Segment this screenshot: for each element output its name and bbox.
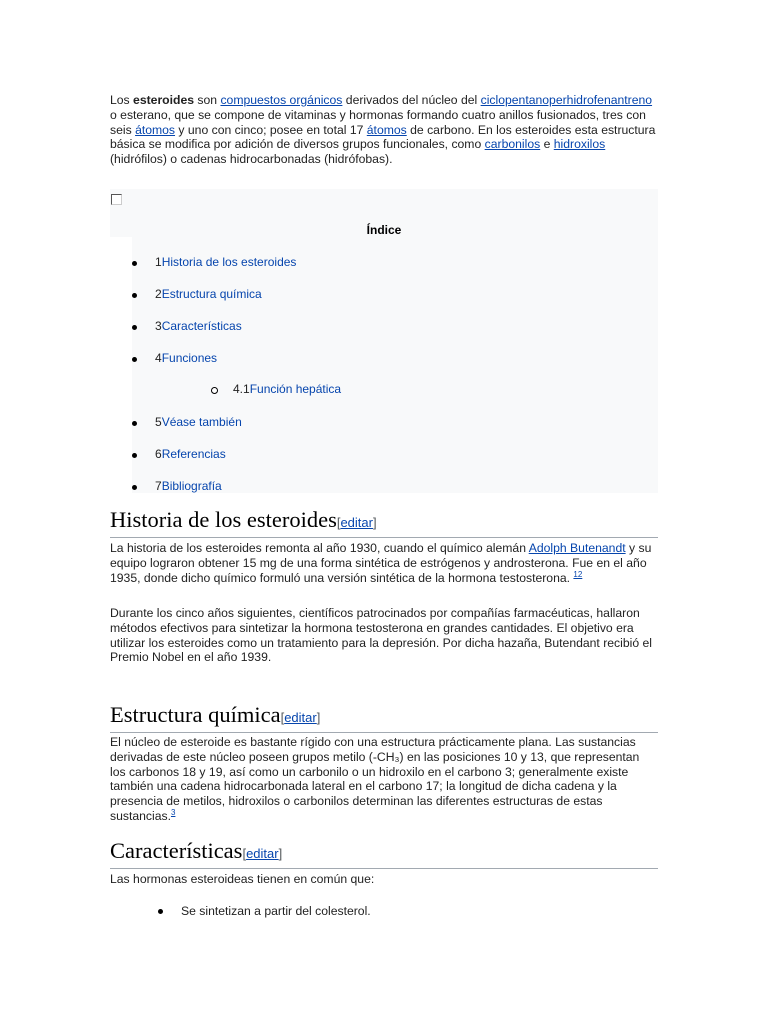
toc-item-label[interactable]: Historia de los esteroides: [161, 255, 297, 269]
bullet-icon: [132, 421, 137, 426]
toc-item-number: 3: [155, 319, 162, 333]
intro-text: derivados del núcleo del: [342, 93, 481, 107]
paragraph-text: y su equipo lograron obtener 15 mg de una forma sintética de estrógenos y androsterona. Fue en el año 1935, donde dicho químico formuló una versión sintética de la hormona testosterona.: [110, 541, 652, 585]
intro-text: o esterano, que se compone de vitaminas y hormonas formando cuatro anillos fusionados, tres con seis: [110, 107, 646, 137]
toc-item-label[interactable]: Referencias: [161, 447, 226, 461]
historia-paragraph-2: Durante los cinco años siguientes, científicos patrocinados por compañías farmacéuticas, hallaron métodos efectivos para sintetizar la hormona testosterona en grandes cantidades. El objetivo era utilizar los esteroides como un tratamiento para la depresión. Por dicha hazaña, Butendant recibió el Premio Nobel en el año 1939.: [110, 606, 652, 665]
toc-item-bibliografia[interactable]: [155, 479, 222, 493]
intro-text: y uno con cinco; posee en total 17: [175, 122, 367, 137]
edit-bracket: [: [280, 710, 285, 725]
edit-link-estructura[interactable]: editar: [284, 710, 317, 725]
intro-paragraph: [110, 93, 658, 167]
historia-paragraph-1: [110, 541, 658, 585]
edit-bracket: ]: [316, 710, 321, 725]
intro-text: (hidrófilos) o cadenas hidrocarbonadas (hidrófobas).: [110, 152, 393, 167]
bullet-icon: [132, 453, 137, 458]
toc-item-number: 7: [155, 479, 162, 493]
toc-item-label[interactable]: Estructura química: [161, 287, 262, 301]
edit-section-link: [281, 710, 321, 725]
toc-item-number: 4: [155, 351, 162, 365]
toc-item-estructura[interactable]: [155, 287, 262, 301]
paragraph-text: El núcleo de esteroide es bastante rígido con una estructura prácticamente plana. Las sustancias derivadas de este núcleo poseen grupos metilo (-CH₃) en las posiciones 10 y 13, que representan los carbonos 18 y 19, así como un carbonilo o un hidroxilo en el carbono 3; generalmente existe también una cadena hidrocarbonada lateral en el carbono 17; la longitud de dicha cadena y la presencia de metilos, hidroxilos o carbonilos determinan las diferentes estructuras de estas sustancias.: [110, 735, 640, 823]
intro-text: Los: [110, 93, 134, 107]
intro-text: e: [540, 137, 554, 152]
heading-text: Características: [110, 838, 243, 863]
edit-section-link: [242, 846, 282, 861]
toc-title: [110, 223, 658, 237]
bullet-icon: [158, 909, 163, 914]
edit-bracket: ]: [372, 515, 377, 530]
bullet-icon: [132, 357, 137, 362]
toc-title-text: Índice: [366, 223, 402, 237]
paragraph-text: La historia de los esteroides remonta al año 1930, cuando el químico alemán: [110, 541, 529, 555]
caracteristicas-intro: Las hormonas esteroideas tienen en común que:: [110, 872, 375, 886]
list-item: Se sintetizan a partir del colesterol.: [181, 904, 371, 918]
toc-item-label[interactable]: Características: [161, 319, 242, 333]
heading-historia: [110, 507, 658, 538]
heading-estructura: [110, 702, 658, 733]
toc-item-funcion-hepatica[interactable]: [233, 382, 341, 396]
link-compuestos-organicos[interactable]: compuestos orgánicos: [220, 93, 343, 107]
edit-bracket: [: [336, 515, 341, 530]
toc-item-number: 4.1: [233, 382, 250, 396]
sub-bullet-icon: [211, 387, 218, 394]
toc-toggle-checkbox[interactable]: [111, 194, 122, 205]
heading-caracteristicas: [110, 838, 658, 869]
bullet-icon: [132, 485, 137, 490]
link-atomos[interactable]: átomos: [135, 122, 176, 137]
toc-item-caracteristicas[interactable]: [155, 319, 242, 333]
link-hidroxilos[interactable]: hidroxilos: [553, 137, 606, 152]
edit-link-historia[interactable]: editar: [340, 515, 373, 530]
link-atomos-2[interactable]: átomos: [366, 122, 407, 137]
link-carbonilos[interactable]: carbonilos: [484, 137, 541, 152]
table-of-contents: [110, 189, 658, 493]
toc-item-number: 6: [155, 447, 162, 461]
link-ciclopentanoperhidrofenantreno[interactable]: ciclopentanoperhidrofenantreno: [480, 93, 653, 107]
intro-bold-term: esteroides: [133, 93, 195, 107]
link-adolph-butenandt[interactable]: Adolph Butenandt: [528, 541, 626, 555]
toc-item-label[interactable]: Funciones: [161, 351, 218, 365]
edit-bracket: ]: [278, 846, 283, 861]
toc-item-label[interactable]: Véase también: [161, 415, 242, 429]
toc-item-label[interactable]: Bibliografía: [161, 479, 222, 493]
bullet-icon: [132, 293, 137, 298]
toc-item-funciones[interactable]: [155, 351, 217, 365]
edit-link-caracteristicas[interactable]: editar: [246, 846, 279, 861]
toc-item-vease-tambien[interactable]: [155, 415, 242, 429]
toc-item-referencias[interactable]: [155, 447, 226, 461]
bullet-icon: [132, 261, 137, 266]
edit-section-link: [337, 515, 377, 530]
toc-item-historia[interactable]: [155, 255, 296, 269]
bullet-icon: [132, 325, 137, 330]
estructura-paragraph: [110, 735, 658, 824]
toc-item-label[interactable]: Función hepática: [249, 382, 342, 396]
toc-item-number: 5: [155, 415, 162, 429]
heading-text: Historia de los esteroides: [110, 507, 337, 532]
reference-link[interactable]: 3: [170, 807, 176, 817]
heading-text: Estructura química: [110, 702, 281, 727]
intro-text: de carbono. En los esteroides esta estructura básica se modifica por adición de diversos grupos funcionales, como: [110, 122, 656, 152]
toc-item-number: 2: [155, 287, 162, 301]
edit-bracket: [: [242, 846, 247, 861]
reference-link[interactable]: 12: [573, 569, 583, 579]
toc-item-number: 1: [155, 255, 162, 269]
intro-text: son: [194, 93, 221, 107]
